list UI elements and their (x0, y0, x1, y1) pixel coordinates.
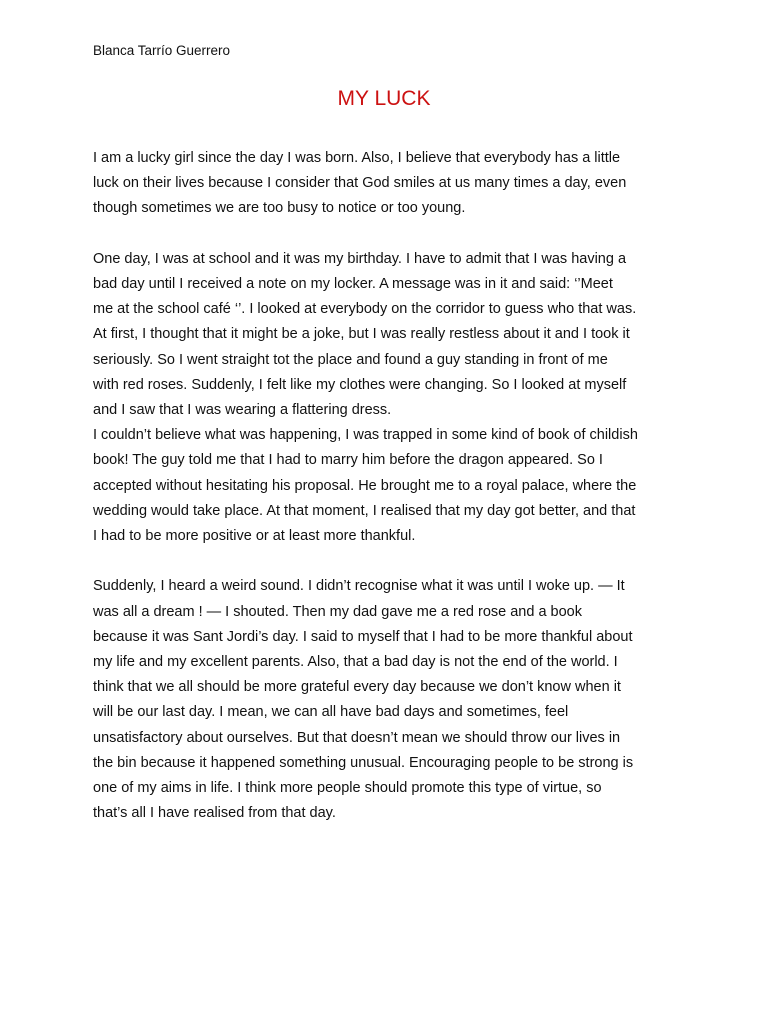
author-name: Blanca Tarrío Guerrero (93, 43, 231, 58)
paragraph-3: I couldn’t believe what was happening, I was trapped in some kind of book of childish book! The guy told me that I had to marry him before the dragon appeared. So I accepted without hesitating his proposal. He brought me to a royal palace, where the wedding would take place. At that moment, I realised that my day got better, and that I had to be more positive or at least more thankful. (93, 427, 638, 545)
document-title: MY LUCK (337, 87, 431, 110)
paragraph-2: One day, I was at school and it was my birthday. I have to admit that I was having a bad day until I received a note on my locker. A message was in it and said: ‘’Meet me at the school café ‘’. I looked at everybody on the corridor to guess who that was. At first, I thought that it might be a joke, but I was really restless about it and I took it seriously. So I went straight tot the place and found a guy standing in front of me with red roses. Suddenly, I felt like my clothes were changing. So I looked at myself and I saw that I was wearing a flattering dress. (93, 250, 637, 419)
paragraph-1: I am a lucky girl since the day I was born. Also, I believe that everybody has a little luck on their lives because I consider that God smiles at us many times a day, even though sometimes we are too busy to notice or too young. (93, 150, 627, 217)
paragraph-4: Suddenly, I heard a weird sound. I didn’t recognise what it was until I woke up. — It was all a dream ! — I shouted. Then my dad gave me a red rose and a book because it was Sant Jordi’s day. I said to myself that I had to be more thankful about my life and my excellent parents. Also, that a bad day is not the end of the world. I think that we all should be more grateful every day because we don’t know when it will be our last day. I mean, we can all have bad days and sometimes, feel unsatisfactory about ourselves. But that doesn’t mean we should throw our lives in the bin because it happened something unusual. Encouraging people to be strong is one of my aims in life. I think more people should promote this type of virtue, so that’s all I have realised from that day. (93, 578, 634, 822)
document-body (93, 146, 683, 826)
